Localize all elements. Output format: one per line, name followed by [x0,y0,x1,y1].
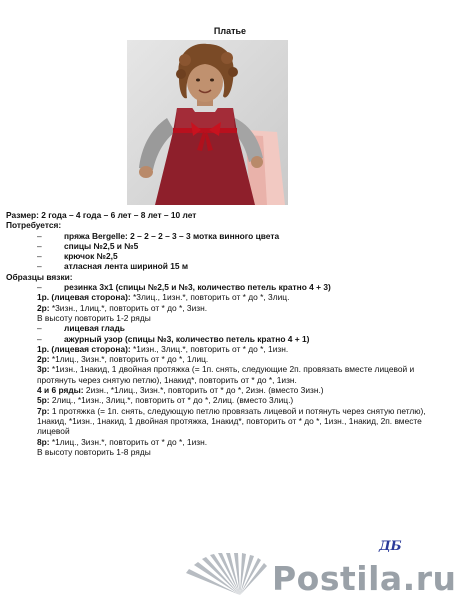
lace-repeat: В высоту повторить 1-8 ряды [37,446,151,457]
lace-row-7: 7р: 1 протяжка (= 1п. снять, следующую петлю провязать лицевой и потянуть через снятую петлю), 1накид, *1изн., 1накид, 1 двойная протяжка, 1накид*, повторить от * до *, 1изн., 1накид, 2п. вместе лицевой [37,405,426,437]
samples-heading: Образцы вязки: [6,271,73,282]
lace-row-1: 1р. (лицевая сторона): *1изн., 3лиц.*, повторить от * до *, 1изн. [37,343,289,354]
material-item: – атласная лента шириной 15 м [37,261,189,272]
stockinette-heading: – лицевая гладь [37,323,125,334]
rib-row-1: 1р. (лицевая сторона): *3лиц., 1изн.*, повторить от * до *, 3лиц. [37,292,290,303]
size-line: Размер: 2 года – 4 года – 6 лет – 8 лет – 10 лет [6,210,197,220]
rib-row-2: 2р: *3изн., 1лиц.*, повторить от * до *, 3изн. [37,302,208,313]
page-title: Платье [213,26,247,36]
material-item: – пряжа Bergelle: 2 – 2 – 2 – 3 – 3 мотка винного цвета [37,230,280,241]
watermark-fan-icon [140,553,270,599]
lace-row-4-6: 4 и 6 ряды: 2изн., *1лиц., 3изн.*, повторить от * до *, 2изн. (вместо 3изн.) [37,385,324,396]
watermark-text: Postila.ru [272,559,457,598]
rib-heading: – резинка 3х1 (спицы №2,5 и №3, количество петель кратно 4 + 3) [37,282,331,293]
lace-row-5: 5р: 2лиц., *1изн., 3лиц.*, повторить от * до *, 2лиц. (вместо 3лиц.) [37,395,294,406]
material-item: – крючок №2,5 [37,251,118,262]
lace-row-3: 3р: *1изн., 1накид, 1 двойная протяжка (= 1п. снять, следующие 2п. провязать вместе лицевой и протянуть через снятую петлю), 1накид*, повторить от * до *, 1изн. [37,364,415,385]
rib-repeat: В высоту повторить 1-2 ряды [37,312,151,323]
author-signature: ДБ [379,539,402,554]
material-item: – спицы №2,5 и №5 [37,240,139,251]
lace-row-2: 2р: *1лиц., 3изн.*, повторить от * до *, 1лиц. [37,354,209,365]
dress-photo [127,40,288,205]
watermark-logo [140,553,460,599]
pattern-text [6,210,454,457]
needed-heading: Потребуется: [6,220,62,231]
lace-heading: – ажурный узор (спицы №3, количество петель кратно 4 + 1) [37,333,310,344]
lace-row-8: 8р: *1лиц., 3изн.*, повторить от * до *, 1изн. [37,436,208,447]
